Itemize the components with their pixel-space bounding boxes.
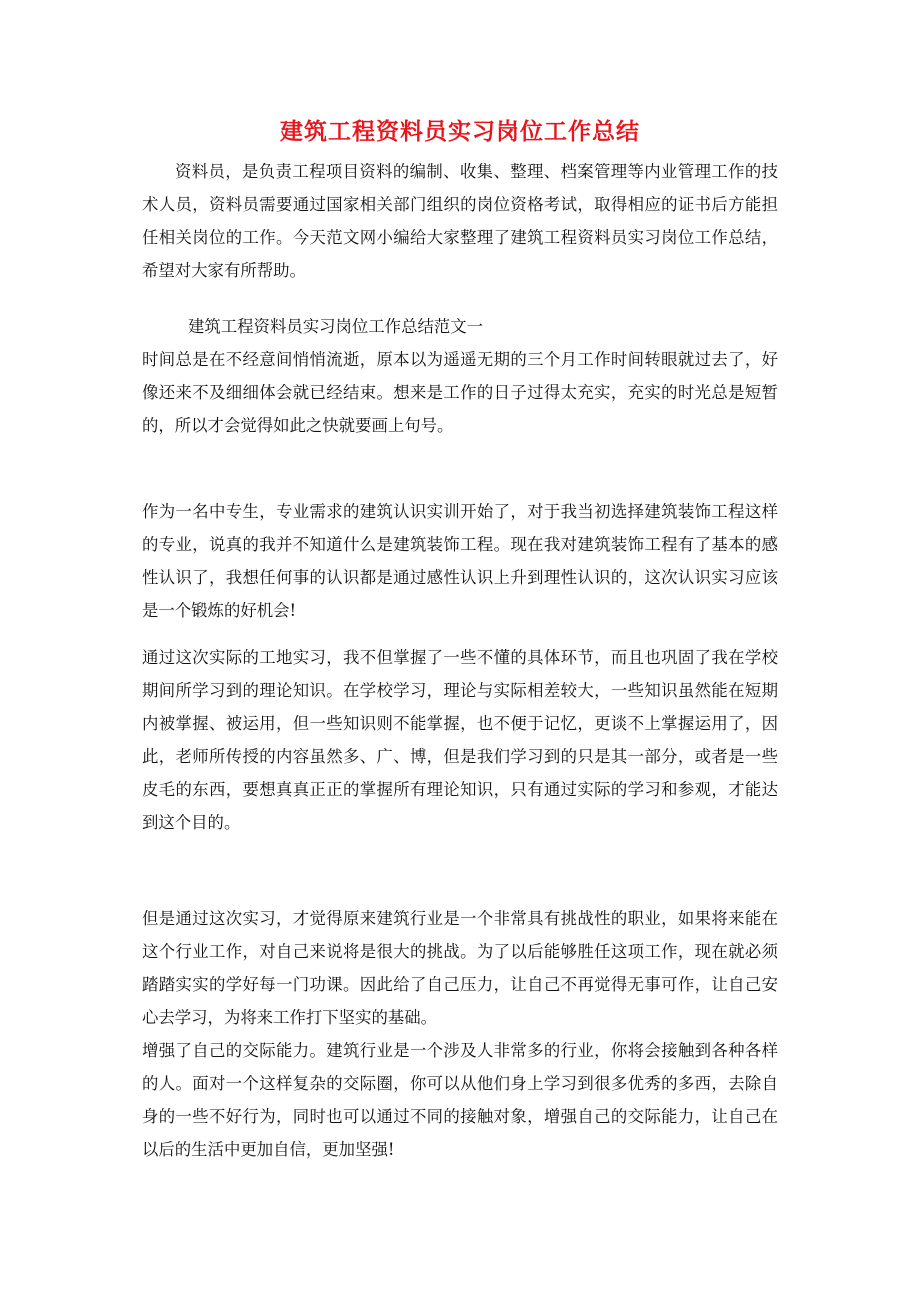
body-paragraph-5: 增强了自己的交际能力。建筑行业是一个涉及人非常多的行业，你将会接触到各种各样的人。面对一个这样复杂的交际圈，你可以从他们身上学习到很多优秀的多西，去除自身的一些不好行为，同时也可以通过不同的接触对象，增强自己的交际能力，让自己在以后的生活中更加自信，更加坚强! <box>142 1041 778 1159</box>
intro-paragraph: 资料员，是负责工程项目资料的编制、收集、整理、档案管理等内业管理工作的技术人员，资料员需要通过国家相关部门组织的岗位资格考试，取得相应的证书后方能担任相关岗位的工作。今天范文网小编给大家整理了建筑工程资料员实习岗位工作总结，希望对大家有所帮助。 <box>142 162 778 280</box>
body-paragraph-1: 时间总是在不经意间悄悄流逝，原本以为遥遥无期的三个月工作时间转眼就过去了，好像还来不及细细体会就已经结束。想来是工作的日子过得太充实，充实的时光总是短暂的，所以才会觉得如此之快就要画上句号。 <box>142 350 778 435</box>
body-paragraph-4: 但是通过这次实习，才觉得原来建筑行业是一个非常具有挑战性的职业，如果将来能在这个行业工作，对自己来说将是很大的挑战。为了以后能够胜任这项工作，现在就必须踏踏实实的学好每一门功课。因此给了自己压力，让自己不再觉得无事可作，让自己安心去学习，为将来工作打下坚实的基础。 <box>142 909 778 1027</box>
body-paragraph-3: 通过这次实际的工地实习，我不但掌握了一些不懂的具体环节，而且也巩固了我在学校期间所学习到的理论知识。在学校学习，理论与实际相差较大，一些知识虽然能在短期内被掌握、被运用，但一些知识则不能掌握，也不便于记忆，更谈不上掌握运用了，因此，老师所传授的内容虽然多、广、博，但是我们学习到的只是其一部分，或者是一些皮毛的东西，要想真真正正的掌握所有理论知识，只有通过实际的学习和参观，才能达到这个目的。 <box>142 648 778 832</box>
section-heading: 建筑工程资料员实习岗位工作总结范文一 <box>188 317 484 336</box>
body-paragraph-2: 作为一名中专生，专业需求的建筑认识实训开始了，对于我当初选择建筑装饰工程这样的专业，说真的我并不知道什么是建筑装饰工程。现在我对建筑装饰工程有了基本的感性认识了，我想任何事的认识都是通过感性认识上升到理性认识的，这次认识实习应该是一个锻炼的好机会! <box>142 502 778 620</box>
document-title: 建筑工程资料员实习岗位工作总结 <box>280 118 640 145</box>
